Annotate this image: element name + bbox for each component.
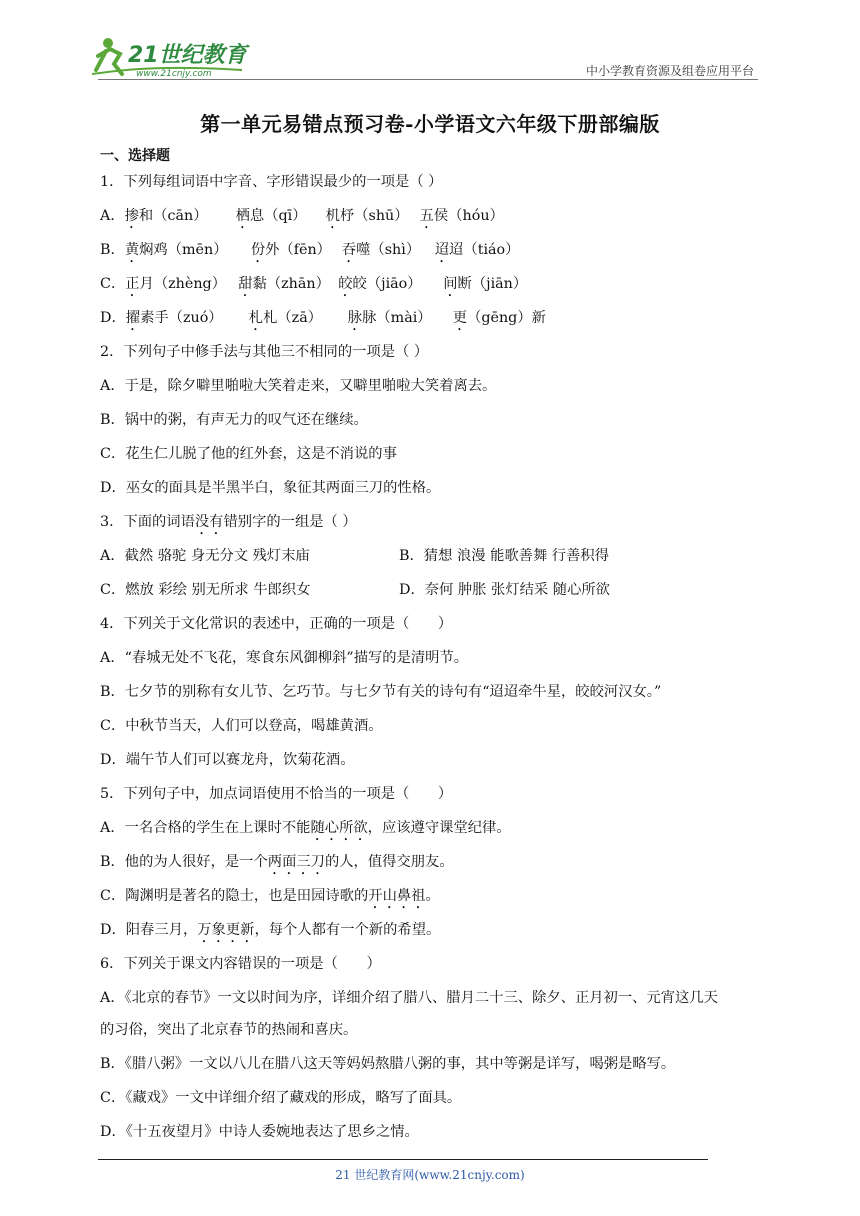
- footer-divider: [98, 1159, 708, 1160]
- page-title: 第一单元易错点预习卷-小学语文六年级下册部编版: [200, 112, 660, 136]
- page-header: [0, 0, 860, 82]
- q6-option-b: B．《腊八粥》一文以八儿在腊八这天等妈妈熬腊八粥的事，其中等粥是详写，喝粥是略写。: [100, 1056, 676, 1072]
- q4-option-a: A．“春城无处不飞花，寒食东风御柳斜”描写的是清明节。: [100, 650, 469, 666]
- q5-option-c: C．陶渊明是著名的隐士，也是田园诗歌的开山鼻祖。: [100, 888, 440, 904]
- q6-option-a-cont: 的习俗，突出了北京春节的热闹和喜庆。: [100, 1022, 358, 1038]
- q6-option-c: C．《藏戏》一文中详细介绍了藏戏的形成，略写了面具。: [100, 1090, 462, 1106]
- q2-option-d: D．巫女的面具是半黑半白，象征其两面三刀的性格。: [100, 480, 441, 496]
- q3-option-d: D．奈何 肿胀 张灯结采 随心所欲: [399, 582, 610, 598]
- q4-option-c: C．中秋节当天，人们可以登高，喝雄黄酒。: [100, 718, 383, 734]
- q6-option-a: A．《北京的春节》一文以时间为序，详细介绍了腊八、腊月二十三、除夕、正月初一、元宵这几天: [100, 990, 718, 1006]
- q4-stem: 4．下列关于文化常识的表述中，正确的一项是（ ）: [100, 616, 453, 632]
- q1-stem: 1．下列每组词语中字音、字形错误最少的一项是（ ）: [100, 174, 443, 190]
- q1-option-c: C．正月（zhèng） 甜黏（zhān） 皎皎（jiāo） 间断（jiān）: [100, 276, 528, 292]
- q6-stem: 6．下列关于课文内容错误的一项是（ ）: [100, 956, 381, 972]
- q2-stem: 2．下列句子中修手法与其他三不相同的一项是（ ）: [100, 344, 429, 360]
- q2-option-a: A．于是，除夕噼里啪啦大笑着走来，又噼里啪啦大笑着离去。: [100, 378, 497, 394]
- q3-option-a: A．截然 骆驼 身无分文 残灯末庙: [100, 548, 310, 564]
- q4-option-d: D．端午节人们可以赛龙舟，饮菊花酒。: [100, 752, 355, 768]
- q1-option-a: A．掺和（cān） 栖息（qī） 机杼（shū） 五侯（hóu）: [100, 208, 504, 224]
- q6-option-d: D．《十五夜望月》中诗人委婉地表达了思乡之情。: [100, 1124, 419, 1140]
- q5-stem: 5．下列句子中，加点词语使用不恰当的一项是（ ）: [100, 786, 453, 802]
- q3-option-b: B．猜想 浪漫 能歌善舞 行善积得: [399, 548, 609, 564]
- q2-option-b: B．锅中的粥，有声无力的叹气还在继续。: [100, 412, 368, 428]
- q3-stem: 3．下面的词语没有错别字的一组是（ ）: [100, 514, 357, 530]
- q5-option-b: B．他的为人很好，是一个两面三刀的人，值得交朋友。: [100, 854, 454, 870]
- logo-url: www.21cnjy.com: [136, 69, 212, 79]
- footer-source: 21 世纪教育网(www.21cnjy.com): [335, 1168, 525, 1182]
- section-heading: 一、选择题: [100, 148, 170, 164]
- q2-option-c: C．花生仁儿脱了他的红外套，这是不消说的事: [100, 446, 397, 462]
- q1-option-b: B．黄焖鸡（mēn） 份外（fēn） 吞噬（shì） 迢迢（tiáo）: [100, 242, 520, 258]
- q1-option-d: D．擢素手（zuó） 札札（zā） 脉脉（mài） 更（gēng）新: [100, 310, 546, 326]
- q5-option-d: D．阳春三月，万象更新，每个人都有一个新的希望。: [100, 922, 441, 938]
- platform-name: 中小学教育资源及组卷应用平台: [585, 64, 754, 78]
- q5-option-a: A．一名合格的学生在上课时不能随心所欲，应该遵守课堂纪律。: [100, 820, 511, 836]
- logo-text: 21世纪教育: [128, 43, 247, 68]
- logo-21cnjy: [92, 34, 272, 80]
- q3-option-c: C．燃放 彩绘 别无所求 牛郎织女: [100, 582, 311, 598]
- header-divider: [98, 79, 758, 80]
- q4-option-b: B．七夕节的别称有女儿节、乞巧节。与七夕节有关的诗句有“迢迢牵牛星，皎皎河汉女。”: [100, 684, 662, 700]
